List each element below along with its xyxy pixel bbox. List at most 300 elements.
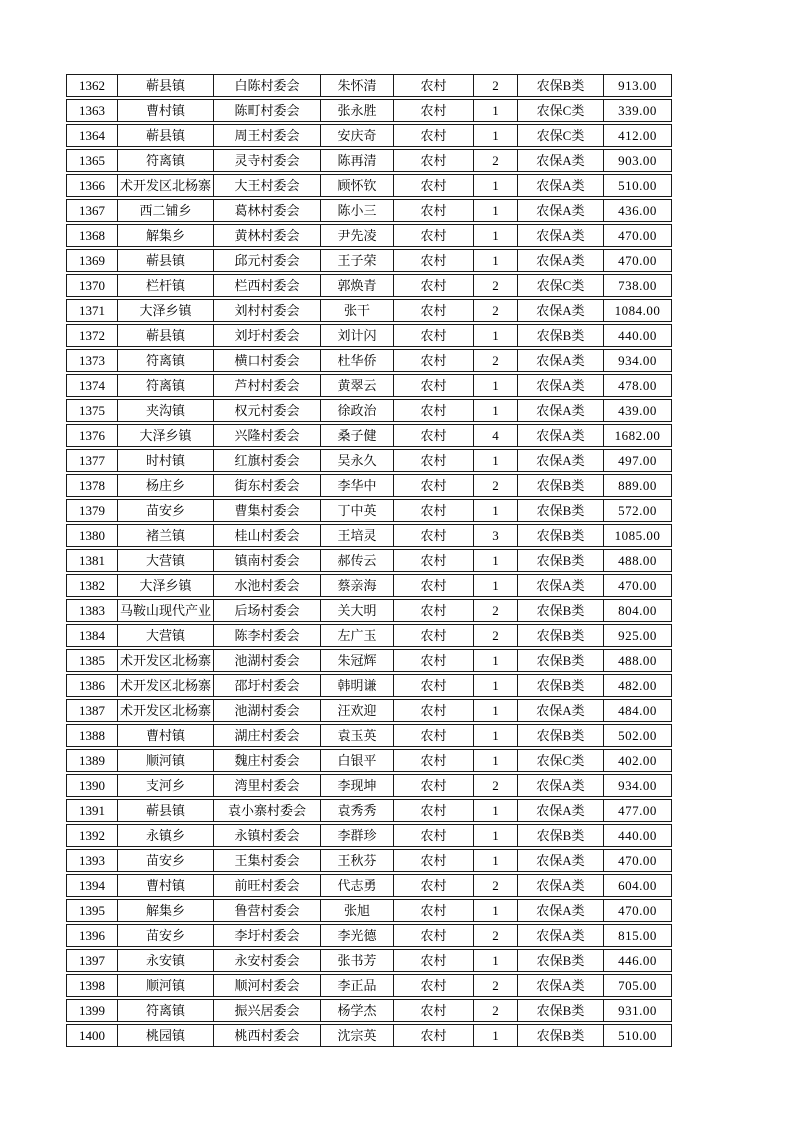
cell-village: 水池村委会 bbox=[213, 574, 320, 597]
cell-serial: 1392 bbox=[66, 824, 117, 847]
cell-serial: 1372 bbox=[66, 324, 117, 347]
cell-village: 陈李村委会 bbox=[213, 624, 320, 647]
cell-area-type: 农村 bbox=[393, 474, 473, 497]
cell-category: 农保C类 bbox=[517, 749, 603, 772]
cell-town: 符离镇 bbox=[117, 999, 213, 1022]
cell-person: 徐政治 bbox=[320, 399, 393, 422]
cell-amount: 913.00 bbox=[603, 74, 672, 97]
cell-town: 蕲县镇 bbox=[117, 74, 213, 97]
cell-town: 曹村镇 bbox=[117, 99, 213, 122]
cell-category: 农保A类 bbox=[517, 774, 603, 797]
cell-serial: 1390 bbox=[66, 774, 117, 797]
cell-category: 农保A类 bbox=[517, 349, 603, 372]
table-row bbox=[66, 824, 672, 847]
cell-village: 湾里村委会 bbox=[213, 774, 320, 797]
cell-count: 1 bbox=[473, 574, 517, 597]
cell-serial: 1396 bbox=[66, 924, 117, 947]
cell-village: 镇南村委会 bbox=[213, 549, 320, 572]
cell-count: 2 bbox=[473, 149, 517, 172]
cell-serial: 1373 bbox=[66, 349, 117, 372]
cell-serial: 1383 bbox=[66, 599, 117, 622]
cell-category: 农保B类 bbox=[517, 549, 603, 572]
cell-amount: 488.00 bbox=[603, 549, 672, 572]
cell-amount: 1682.00 bbox=[603, 424, 672, 447]
table-row bbox=[66, 1024, 672, 1047]
cell-town: 大营镇 bbox=[117, 624, 213, 647]
cell-village: 刘圩村委会 bbox=[213, 324, 320, 347]
cell-count: 1 bbox=[473, 824, 517, 847]
cell-amount: 412.00 bbox=[603, 124, 672, 147]
cell-category: 农保A类 bbox=[517, 449, 603, 472]
cell-category: 农保B类 bbox=[517, 649, 603, 672]
cell-amount: 484.00 bbox=[603, 699, 672, 722]
cell-area-type: 农村 bbox=[393, 249, 473, 272]
cell-town: 术开发区北杨寨 bbox=[117, 174, 213, 197]
cell-amount: 738.00 bbox=[603, 274, 672, 297]
cell-serial: 1370 bbox=[66, 274, 117, 297]
cell-person: 郝传云 bbox=[320, 549, 393, 572]
cell-category: 农保A类 bbox=[517, 974, 603, 997]
cell-amount: 478.00 bbox=[603, 374, 672, 397]
cell-category: 农保A类 bbox=[517, 849, 603, 872]
cell-person: 袁秀秀 bbox=[320, 799, 393, 822]
cell-amount: 1084.00 bbox=[603, 299, 672, 322]
table-row bbox=[66, 74, 672, 97]
table-row bbox=[66, 524, 672, 547]
cell-person: 李群珍 bbox=[320, 824, 393, 847]
cell-area-type: 农村 bbox=[393, 699, 473, 722]
cell-amount: 931.00 bbox=[603, 999, 672, 1022]
cell-category: 农保A类 bbox=[517, 149, 603, 172]
cell-category: 农保B类 bbox=[517, 949, 603, 972]
cell-serial: 1364 bbox=[66, 124, 117, 147]
cell-area-type: 农村 bbox=[393, 149, 473, 172]
cell-count: 1 bbox=[473, 1024, 517, 1047]
cell-person: 吴永久 bbox=[320, 449, 393, 472]
cell-village: 红旗村委会 bbox=[213, 449, 320, 472]
cell-person: 李华中 bbox=[320, 474, 393, 497]
cell-amount: 903.00 bbox=[603, 149, 672, 172]
cell-count: 1 bbox=[473, 549, 517, 572]
table-row bbox=[66, 424, 672, 447]
cell-count: 1 bbox=[473, 449, 517, 472]
table-row bbox=[66, 749, 672, 772]
cell-category: 农保A类 bbox=[517, 299, 603, 322]
table-row bbox=[66, 474, 672, 497]
cell-town: 曹村镇 bbox=[117, 724, 213, 747]
cell-town: 术开发区北杨寨 bbox=[117, 649, 213, 672]
table-row bbox=[66, 899, 672, 922]
cell-village: 刘村村委会 bbox=[213, 299, 320, 322]
cell-village: 永镇村委会 bbox=[213, 824, 320, 847]
table-row bbox=[66, 499, 672, 522]
table-row bbox=[66, 549, 672, 572]
cell-amount: 470.00 bbox=[603, 899, 672, 922]
cell-category: 农保A类 bbox=[517, 224, 603, 247]
cell-amount: 440.00 bbox=[603, 324, 672, 347]
cell-count: 1 bbox=[473, 674, 517, 697]
cell-village: 兴隆村委会 bbox=[213, 424, 320, 447]
cell-area-type: 农村 bbox=[393, 224, 473, 247]
cell-count: 2 bbox=[473, 624, 517, 647]
cell-count: 2 bbox=[473, 299, 517, 322]
cell-village: 池湖村委会 bbox=[213, 649, 320, 672]
cell-person: 李现坤 bbox=[320, 774, 393, 797]
cell-town: 大泽乡镇 bbox=[117, 424, 213, 447]
cell-area-type: 农村 bbox=[393, 424, 473, 447]
cell-amount: 815.00 bbox=[603, 924, 672, 947]
cell-village: 池湖村委会 bbox=[213, 699, 320, 722]
cell-serial: 1393 bbox=[66, 849, 117, 872]
cell-area-type: 农村 bbox=[393, 899, 473, 922]
cell-town: 时村镇 bbox=[117, 449, 213, 472]
cell-village: 横口村委会 bbox=[213, 349, 320, 372]
cell-count: 1 bbox=[473, 399, 517, 422]
cell-count: 1 bbox=[473, 124, 517, 147]
cell-town: 马鞍山现代产业 bbox=[117, 599, 213, 622]
table-row bbox=[66, 799, 672, 822]
cell-category: 农保A类 bbox=[517, 199, 603, 222]
cell-count: 2 bbox=[473, 349, 517, 372]
cell-count: 2 bbox=[473, 874, 517, 897]
cell-village: 魏庄村委会 bbox=[213, 749, 320, 772]
cell-area-type: 农村 bbox=[393, 649, 473, 672]
cell-village: 权元村委会 bbox=[213, 399, 320, 422]
cell-category: 农保A类 bbox=[517, 399, 603, 422]
cell-village: 鲁营村委会 bbox=[213, 899, 320, 922]
cell-category: 农保B类 bbox=[517, 824, 603, 847]
cell-town: 解集乡 bbox=[117, 224, 213, 247]
cell-amount: 477.00 bbox=[603, 799, 672, 822]
cell-town: 大泽乡镇 bbox=[117, 299, 213, 322]
cell-person: 张旭 bbox=[320, 899, 393, 922]
table-row bbox=[66, 724, 672, 747]
cell-category: 农保A类 bbox=[517, 574, 603, 597]
cell-area-type: 农村 bbox=[393, 874, 473, 897]
cell-person: 朱怀清 bbox=[320, 74, 393, 97]
cell-town: 苗安乡 bbox=[117, 924, 213, 947]
cell-area-type: 农村 bbox=[393, 749, 473, 772]
cell-category: 农保C类 bbox=[517, 99, 603, 122]
cell-area-type: 农村 bbox=[393, 674, 473, 697]
cell-serial: 1397 bbox=[66, 949, 117, 972]
cell-serial: 1395 bbox=[66, 899, 117, 922]
cell-amount: 510.00 bbox=[603, 1024, 672, 1047]
cell-serial: 1381 bbox=[66, 549, 117, 572]
cell-serial: 1387 bbox=[66, 699, 117, 722]
cell-town: 曹村镇 bbox=[117, 874, 213, 897]
cell-amount: 470.00 bbox=[603, 249, 672, 272]
cell-amount: 510.00 bbox=[603, 174, 672, 197]
table-row bbox=[66, 349, 672, 372]
cell-village: 葛林村委会 bbox=[213, 199, 320, 222]
cell-village: 王集村委会 bbox=[213, 849, 320, 872]
table-row bbox=[66, 974, 672, 997]
cell-village: 芦村村委会 bbox=[213, 374, 320, 397]
cell-serial: 1385 bbox=[66, 649, 117, 672]
cell-serial: 1362 bbox=[66, 74, 117, 97]
cell-area-type: 农村 bbox=[393, 1024, 473, 1047]
cell-village: 曹集村委会 bbox=[213, 499, 320, 522]
cell-area-type: 农村 bbox=[393, 499, 473, 522]
cell-count: 2 bbox=[473, 599, 517, 622]
cell-count: 3 bbox=[473, 524, 517, 547]
cell-category: 农保A类 bbox=[517, 174, 603, 197]
cell-category: 农保A类 bbox=[517, 799, 603, 822]
cell-area-type: 农村 bbox=[393, 399, 473, 422]
cell-serial: 1386 bbox=[66, 674, 117, 697]
cell-person: 安庆奇 bbox=[320, 124, 393, 147]
cell-count: 2 bbox=[473, 474, 517, 497]
cell-village: 陈町村委会 bbox=[213, 99, 320, 122]
table-row bbox=[66, 624, 672, 647]
table-body bbox=[66, 74, 672, 1047]
cell-village: 后场村委会 bbox=[213, 599, 320, 622]
cell-person: 韩明谦 bbox=[320, 674, 393, 697]
cell-person: 王秋芬 bbox=[320, 849, 393, 872]
cell-count: 1 bbox=[473, 799, 517, 822]
cell-area-type: 农村 bbox=[393, 624, 473, 647]
table-row bbox=[66, 949, 672, 972]
cell-village: 桃西村委会 bbox=[213, 1024, 320, 1047]
table-row bbox=[66, 324, 672, 347]
cell-village: 顺河村委会 bbox=[213, 974, 320, 997]
cell-person: 汪欢迎 bbox=[320, 699, 393, 722]
cell-count: 1 bbox=[473, 374, 517, 397]
cell-person: 蔡亲海 bbox=[320, 574, 393, 597]
cell-area-type: 农村 bbox=[393, 74, 473, 97]
cell-person: 王子荣 bbox=[320, 249, 393, 272]
cell-category: 农保B类 bbox=[517, 324, 603, 347]
cell-area-type: 农村 bbox=[393, 449, 473, 472]
cell-amount: 804.00 bbox=[603, 599, 672, 622]
cell-category: 农保A类 bbox=[517, 424, 603, 447]
cell-category: 农保A类 bbox=[517, 924, 603, 947]
cell-town: 桃园镇 bbox=[117, 1024, 213, 1047]
table-row bbox=[66, 249, 672, 272]
cell-town: 西二铺乡 bbox=[117, 199, 213, 222]
cell-person: 陈小三 bbox=[320, 199, 393, 222]
cell-area-type: 农村 bbox=[393, 724, 473, 747]
cell-person: 朱冠辉 bbox=[320, 649, 393, 672]
cell-person: 刘计闪 bbox=[320, 324, 393, 347]
cell-village: 桂山村委会 bbox=[213, 524, 320, 547]
cell-area-type: 农村 bbox=[393, 324, 473, 347]
cell-amount: 402.00 bbox=[603, 749, 672, 772]
cell-town: 苗安乡 bbox=[117, 849, 213, 872]
cell-count: 1 bbox=[473, 249, 517, 272]
table-row bbox=[66, 374, 672, 397]
cell-village: 大王村委会 bbox=[213, 174, 320, 197]
cell-count: 1 bbox=[473, 174, 517, 197]
cell-serial: 1394 bbox=[66, 874, 117, 897]
cell-serial: 1367 bbox=[66, 199, 117, 222]
cell-category: 农保B类 bbox=[517, 474, 603, 497]
cell-village: 黄林村委会 bbox=[213, 224, 320, 247]
cell-serial: 1380 bbox=[66, 524, 117, 547]
cell-amount: 925.00 bbox=[603, 624, 672, 647]
cell-person: 郭焕青 bbox=[320, 274, 393, 297]
cell-village: 前旺村委会 bbox=[213, 874, 320, 897]
payment-table bbox=[66, 72, 672, 1049]
cell-village: 邱元村委会 bbox=[213, 249, 320, 272]
cell-count: 4 bbox=[473, 424, 517, 447]
cell-serial: 1379 bbox=[66, 499, 117, 522]
cell-town: 术开发区北杨寨 bbox=[117, 674, 213, 697]
cell-count: 2 bbox=[473, 924, 517, 947]
cell-area-type: 农村 bbox=[393, 799, 473, 822]
table-row bbox=[66, 774, 672, 797]
cell-area-type: 农村 bbox=[393, 374, 473, 397]
cell-village: 李圩村委会 bbox=[213, 924, 320, 947]
table-row bbox=[66, 399, 672, 422]
cell-amount: 339.00 bbox=[603, 99, 672, 122]
cell-amount: 470.00 bbox=[603, 849, 672, 872]
cell-person: 关大明 bbox=[320, 599, 393, 622]
cell-village: 邵圩村委会 bbox=[213, 674, 320, 697]
cell-town: 苗安乡 bbox=[117, 499, 213, 522]
cell-town: 蕲县镇 bbox=[117, 249, 213, 272]
cell-amount: 1085.00 bbox=[603, 524, 672, 547]
cell-amount: 470.00 bbox=[603, 574, 672, 597]
cell-town: 夹沟镇 bbox=[117, 399, 213, 422]
cell-village: 白陈村委会 bbox=[213, 74, 320, 97]
cell-person: 顾怀钦 bbox=[320, 174, 393, 197]
cell-person: 李光德 bbox=[320, 924, 393, 947]
cell-town: 符离镇 bbox=[117, 149, 213, 172]
cell-category: 农保B类 bbox=[517, 524, 603, 547]
cell-area-type: 农村 bbox=[393, 974, 473, 997]
table-row bbox=[66, 674, 672, 697]
cell-serial: 1389 bbox=[66, 749, 117, 772]
cell-town: 蕲县镇 bbox=[117, 324, 213, 347]
cell-village: 袁小寨村委会 bbox=[213, 799, 320, 822]
cell-town: 永镇乡 bbox=[117, 824, 213, 847]
cell-person: 张永胜 bbox=[320, 99, 393, 122]
cell-person: 沈宗英 bbox=[320, 1024, 393, 1047]
cell-count: 1 bbox=[473, 724, 517, 747]
cell-village: 振兴居委会 bbox=[213, 999, 320, 1022]
cell-person: 桑子健 bbox=[320, 424, 393, 447]
cell-area-type: 农村 bbox=[393, 574, 473, 597]
cell-category: 农保A类 bbox=[517, 374, 603, 397]
cell-count: 2 bbox=[473, 774, 517, 797]
table-row bbox=[66, 274, 672, 297]
cell-town: 顺河镇 bbox=[117, 749, 213, 772]
cell-count: 2 bbox=[473, 274, 517, 297]
cell-category: 农保B类 bbox=[517, 999, 603, 1022]
cell-person: 黄翠云 bbox=[320, 374, 393, 397]
cell-person: 王培灵 bbox=[320, 524, 393, 547]
cell-category: 农保B类 bbox=[517, 674, 603, 697]
table-row bbox=[66, 299, 672, 322]
table-row bbox=[66, 699, 672, 722]
cell-area-type: 农村 bbox=[393, 924, 473, 947]
cell-category: 农保B类 bbox=[517, 74, 603, 97]
cell-amount: 889.00 bbox=[603, 474, 672, 497]
cell-amount: 440.00 bbox=[603, 824, 672, 847]
cell-town: 符离镇 bbox=[117, 374, 213, 397]
cell-count: 1 bbox=[473, 649, 517, 672]
cell-amount: 482.00 bbox=[603, 674, 672, 697]
cell-town: 符离镇 bbox=[117, 349, 213, 372]
cell-village: 周王村委会 bbox=[213, 124, 320, 147]
table-row bbox=[66, 449, 672, 472]
cell-area-type: 农村 bbox=[393, 199, 473, 222]
cell-area-type: 农村 bbox=[393, 174, 473, 197]
cell-town: 栏杆镇 bbox=[117, 274, 213, 297]
cell-area-type: 农村 bbox=[393, 299, 473, 322]
cell-serial: 1391 bbox=[66, 799, 117, 822]
cell-person: 张书芳 bbox=[320, 949, 393, 972]
table-row bbox=[66, 849, 672, 872]
cell-town: 大泽乡镇 bbox=[117, 574, 213, 597]
cell-serial: 1377 bbox=[66, 449, 117, 472]
cell-count: 2 bbox=[473, 974, 517, 997]
cell-town: 解集乡 bbox=[117, 899, 213, 922]
cell-serial: 1388 bbox=[66, 724, 117, 747]
cell-count: 2 bbox=[473, 74, 517, 97]
cell-serial: 1368 bbox=[66, 224, 117, 247]
cell-person: 李正品 bbox=[320, 974, 393, 997]
cell-amount: 604.00 bbox=[603, 874, 672, 897]
table-row bbox=[66, 199, 672, 222]
cell-person: 杜华侨 bbox=[320, 349, 393, 372]
cell-area-type: 农村 bbox=[393, 124, 473, 147]
cell-town: 杨庄乡 bbox=[117, 474, 213, 497]
cell-category: 农保A类 bbox=[517, 699, 603, 722]
cell-town: 顺河镇 bbox=[117, 974, 213, 997]
table-row bbox=[66, 574, 672, 597]
cell-person: 张干 bbox=[320, 299, 393, 322]
cell-serial: 1369 bbox=[66, 249, 117, 272]
cell-amount: 446.00 bbox=[603, 949, 672, 972]
cell-count: 1 bbox=[473, 224, 517, 247]
table-row bbox=[66, 599, 672, 622]
cell-person: 尹先凌 bbox=[320, 224, 393, 247]
cell-amount: 705.00 bbox=[603, 974, 672, 997]
cell-town: 术开发区北杨寨 bbox=[117, 699, 213, 722]
cell-serial: 1363 bbox=[66, 99, 117, 122]
cell-category: 农保B类 bbox=[517, 499, 603, 522]
cell-town: 蕲县镇 bbox=[117, 124, 213, 147]
cell-area-type: 农村 bbox=[393, 774, 473, 797]
cell-person: 袁玉英 bbox=[320, 724, 393, 747]
cell-area-type: 农村 bbox=[393, 99, 473, 122]
cell-amount: 439.00 bbox=[603, 399, 672, 422]
cell-town: 蕲县镇 bbox=[117, 799, 213, 822]
cell-count: 1 bbox=[473, 324, 517, 347]
cell-village: 街东村委会 bbox=[213, 474, 320, 497]
cell-village: 栏西村委会 bbox=[213, 274, 320, 297]
cell-serial: 1365 bbox=[66, 149, 117, 172]
cell-amount: 572.00 bbox=[603, 499, 672, 522]
cell-serial: 1378 bbox=[66, 474, 117, 497]
cell-amount: 934.00 bbox=[603, 349, 672, 372]
cell-serial: 1400 bbox=[66, 1024, 117, 1047]
cell-category: 农保A类 bbox=[517, 249, 603, 272]
cell-person: 陈再清 bbox=[320, 149, 393, 172]
cell-category: 农保B类 bbox=[517, 599, 603, 622]
cell-category: 农保B类 bbox=[517, 724, 603, 747]
cell-amount: 488.00 bbox=[603, 649, 672, 672]
cell-area-type: 农村 bbox=[393, 824, 473, 847]
cell-count: 1 bbox=[473, 99, 517, 122]
table-row bbox=[66, 174, 672, 197]
table-row bbox=[66, 124, 672, 147]
cell-category: 农保C类 bbox=[517, 124, 603, 147]
cell-amount: 497.00 bbox=[603, 449, 672, 472]
